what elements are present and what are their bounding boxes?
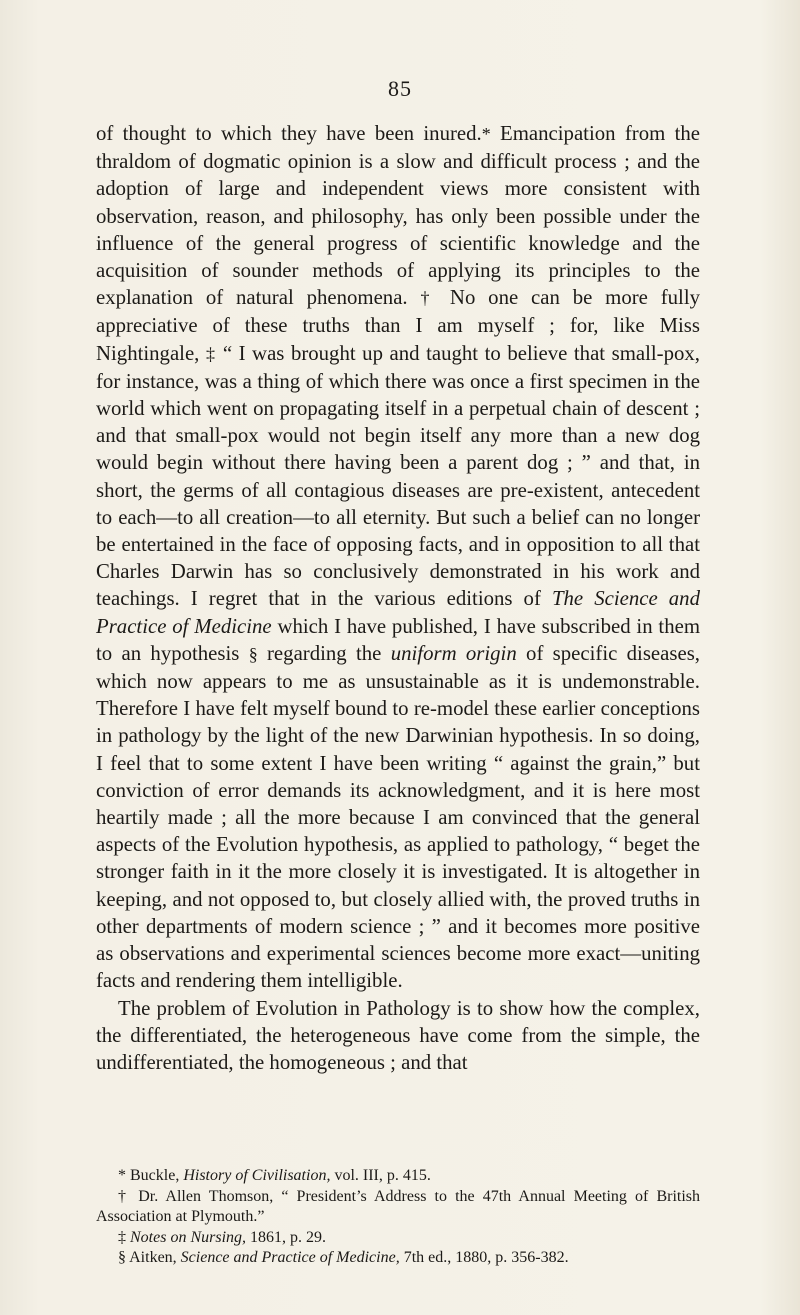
footnote-2: [96, 1187, 700, 1228]
footnotes: [96, 1166, 700, 1269]
paragraph: [96, 995, 700, 1077]
footnote-mark: *: [118, 1167, 126, 1184]
text-run: The problem of Evolution in Pathology is to show how the complex, the differentiated, the heterogeneous have come from the simple, the undifferentiated, the homogeneous ; and that: [96, 996, 700, 1074]
text-run: “ I was brought up and taught to believe that small-pox, for instance, was a thing of which there was once a first specimen in the world which went on propagating itself in a perpetual chain of descent ; and that small-pox would not begin itself any more than a new dog would begin without there having been a parent dog ; ” and that, in short, the germs of all contagious diseases are pre-existent, antecedent to each—to all creation—to all eternity. But such a belief can no longer be entertained in the face of opposing facts, and in opposition to all that Charles Darwin has so conclusively demonstrated in his work and teachings. I regret that in the various editions of: [96, 341, 700, 611]
footnote-ref-4: §: [248, 643, 258, 664]
text-run: No one can be more fully appreciative of these truths than I am myself ; for, like Miss Nightingale,: [96, 286, 700, 365]
book-title: The Science and Practice of Medicine: [96, 587, 700, 638]
footnote-3: [96, 1228, 700, 1249]
footnote-4: [96, 1248, 700, 1269]
text-run: of specific diseases, which now appears to me as unsustainable as it is undemonstrable. Therefore I have felt myself bound to re-model these earlier conceptions in pathology by the light of the new Darwinian hypothesis. In so doing, I feel that to some extent I have been writing “ against the grain,” but conviction of error demands its acknowledgment, and it is here most heartily made ; all the more because I am convinced that the general aspects of the Evolution hypothesis, as applied to pathology, “ beget the stronger faith in it the more closely it is investigated. It is altogether in keeping, and not opposed to, but closely allied with, the proved truths in other departments of modern science ; ” and it becomes more positive as observations and experimental sciences become more exact—uniting facts and rendering them intelligible.: [96, 641, 700, 993]
footnote-title: Science and Practice of Medicine,: [180, 1249, 400, 1266]
main-text: [96, 120, 700, 1076]
footnote-author: Buckle,: [126, 1167, 184, 1184]
footnote-text: 7th ed., 1880, p. 356-382.: [399, 1249, 569, 1266]
text-run: regarding the: [257, 641, 391, 665]
footnote-1: [96, 1166, 700, 1187]
emphasis: uniform origin: [390, 641, 517, 665]
paragraph-continued: [96, 120, 700, 995]
text-run: which I have published, I have subscribed in them to an hypothesis: [96, 614, 701, 665]
footnote-mark: §: [118, 1249, 126, 1266]
footnote-author: Aitken,: [126, 1249, 181, 1266]
footnote-mark: ‡: [118, 1228, 126, 1246]
footnote-title: Notes on Nursing,: [126, 1228, 247, 1246]
footnote-ref-1: *: [481, 124, 491, 144]
footnote-text: vol. III, p. 415.: [330, 1167, 431, 1184]
footnote-ref-2: †: [420, 288, 438, 309]
text-run: of thought to which they have been inured.: [96, 122, 482, 145]
footnote-text: 1861, p. 29.: [246, 1228, 327, 1246]
footnote-title: History of Civilisation,: [183, 1167, 331, 1184]
text-run: Emancipation from the thraldom of dogmatic opinion is a slow and difficult process ; and the adoption of large and independent views more consistent with observation, reason, and philosophy, has only been possible under the influence of the general progress of scientific knowledge and the acquisition of sounder methods of applying its principles to the explanation of natural phenomena.: [96, 122, 700, 310]
footnote-text: Dr. Allen Thomson, “ President’s Address to the 47th Annual Meeting of British Association at Plymouth.”: [96, 1187, 701, 1225]
footnote-mark: †: [118, 1187, 131, 1205]
page-number: 85: [388, 76, 412, 101]
footnote-ref-3: ‡: [205, 343, 217, 364]
